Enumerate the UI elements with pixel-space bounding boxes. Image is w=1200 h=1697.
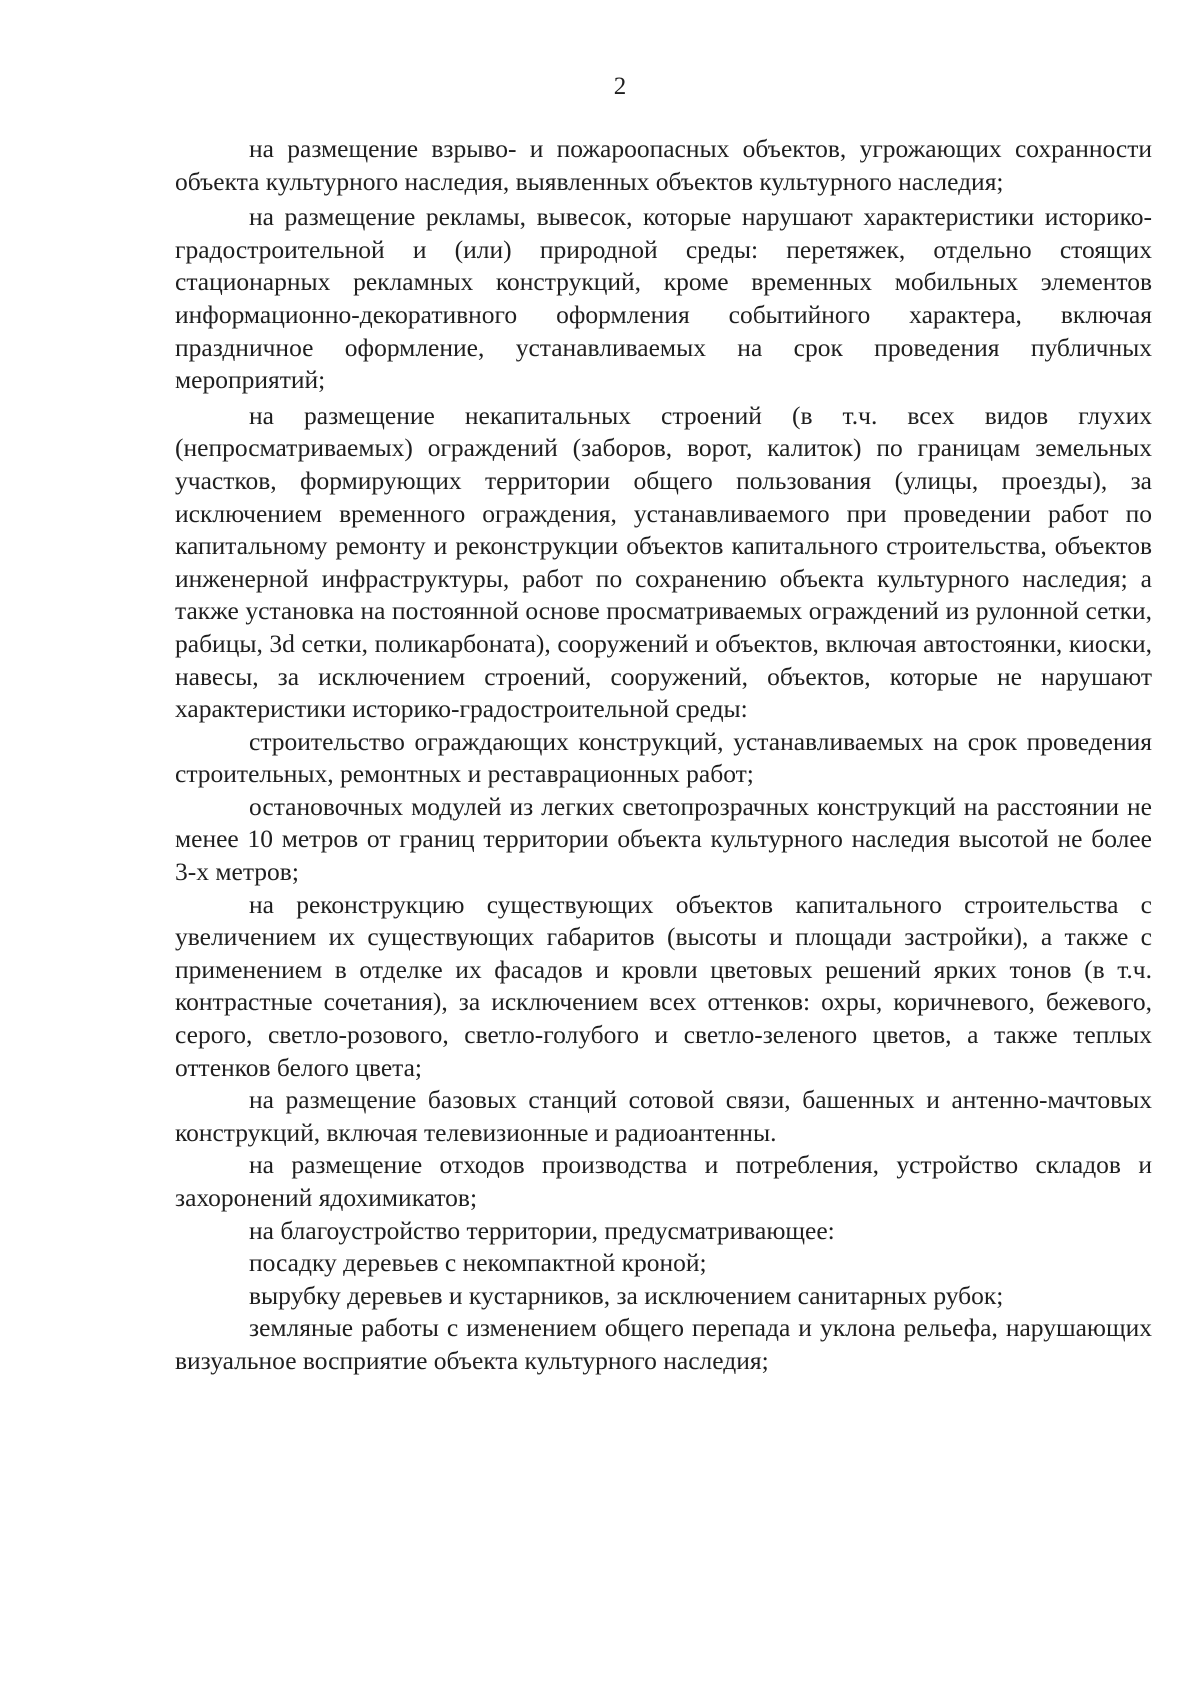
paragraph-landscaping: на благоустройство территории, предусматривающее:	[249, 1215, 835, 1245]
paragraph-earthworks: земляные работы с изменением общего перепада и уклона рельефа, нарушающих визуальное восприятие объекта культурного наследия;	[175, 1313, 1152, 1375]
paragraph-advertising: на размещение рекламы, вывесок, которые нарушают характеристики историко-градостроительной и (или) природной среды: перетяжек, отдельно стоящих стационарных рекламных конструкций, кроме временных мобильных элементов информационно-декоративного оформления событийного характера, включая праздничное оформление, устанавливаемых на срок проведения публичных мероприятий;	[175, 202, 1152, 395]
paragraph-stop-modules: остановочных модулей из легких светопрозрачных конструкций на расстоянии не менее 10 метров от границ территории объекта культурного наследия высотой не более 3-х метров;	[175, 791, 1152, 887]
page-number: 2	[613, 73, 627, 100]
paragraph-tree-planting: посадку деревьев с некомпактной кроной;	[249, 1248, 707, 1278]
paragraph-tree-cutting: вырубку деревьев и кустарников, за исключением санитарных рубок;	[249, 1280, 1004, 1310]
paragraph-non-capital-structures: на размещение некапитальных строений (в т.ч. всех видов глухих (непросматриваемых) ограждений (заборов, ворот, калиток) по границам земельных участков, формирующих территории общего пользования (улицы, проезды), за исключением временного ограждения, устанавливаемого при проведении работ по капитальному ремонту и реконструкции объектов капитального строительства, объектов инженерной инфраструктуры, работ по сохранению объекта культурного наследия; а также установка на постоянной основе просматриваемых ограждений из рулонной сетки, рабицы, 3d сетки, поликарбоната), сооружений и объектов, включая автостоянки, киоски, навесы, за исключением строений, сооружений, объектов, которые не нарушают характеристики историко-градостроительной среды:	[175, 400, 1152, 724]
paragraph-explosive-objects: на размещение взрыво- и пожароопасных объектов, угрожающих сохранности объекта культурного наследия, выявленных объектов культурного наследия;	[175, 134, 1152, 196]
paragraph-reconstruction: на реконструкцию существующих объектов капитального строительства с увеличением их существующих габаритов (высоты и площади застройки), а также с применением в отделке их фасадов и кровли цветовых решений ярких тонов (в т.ч. контрастные сочетания), за исключением всех оттенков: охры, коричневого, бежевого, серого, светло-розового, светло-голубого и светло-зеленого цветов, а также теплых оттенков белого цвета;	[175, 889, 1152, 1082]
document-body	[175, 133, 1152, 1378]
paragraph-base-stations: на размещение базовых станций сотовой связи, башенных и антенно-мачтовых конструкций, включая телевизионные и радиоантенны.	[175, 1085, 1152, 1147]
paragraph-waste-placement: на размещение отходов производства и потребления, устройство складов и захоронений ядохимикатов;	[175, 1150, 1152, 1212]
paragraph-fencing-construction: строительство ограждающих конструкций, устанавливаемых на срок проведения строительных, ремонтных и реставрационных работ;	[175, 726, 1152, 789]
